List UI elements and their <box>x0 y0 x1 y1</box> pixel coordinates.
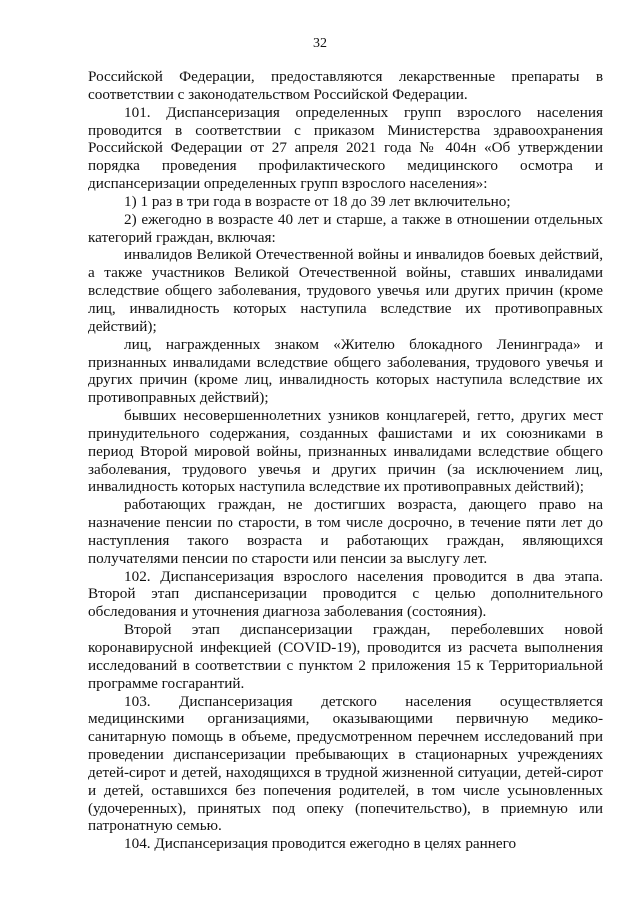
paragraph-102: 102. Диспансеризация взрослого населения проводится в два этапа. Второй этап диспансеризации проводится с целью дополнительного обследования и уточнения диагноза заболевания (состояния). <box>88 567 603 621</box>
paragraph-104: 104. Диспансеризация проводится ежегодно в целях раннего <box>124 835 517 853</box>
list-item-1: 1) 1 раз в три года в возрасте от 18 до 39 лет включительно; <box>124 192 511 210</box>
paragraph-continuation: Российской Федерации, предоставляются лекарственные препараты в соответствии с законодательством Российской Федерации. <box>88 68 603 103</box>
category-war-invalids: инвалидов Великой Отечественной войны и инвалидов боевых действий, а также участников Великой Отечественной войны, ставших инвалидами вследствие общего заболевания, трудового увечья или других причин (кроме лиц, инвалидность которых наступила вследствие их противоправных действий); <box>88 246 603 335</box>
paragraph-101: 101. Диспансеризация определенных групп взрослого населения проводится в соответствии с приказом Министерства здравоохранения Российской Федерации от 27 апреля 2021 года № 404н «Об утверждении порядка проведения профилактического медицинского осмотра и диспансеризации определенных групп взрослого населения»: <box>88 103 603 193</box>
paragraph-covid: Второй этап диспансеризации граждан, переболевших новой коронавирусной инфекцией (COVID-19), проводится из расчета выполнения исследований в соответствии с пунктом 2 приложения 15 к Территориальной программе госгарантий. <box>88 621 603 692</box>
paragraph-103: 103. Диспансеризация детского населения осуществляется медицинскими организациями, оказывающими первичную медико-санитарную помощь в объеме, предусмотренном перечнем исследований при проведении диспансеризации пребывающих в стационарных учреждениях детей-сирот и детей, находящихся в трудной жизненной ситуации, детей-сирот и детей, оставшихся без попечения родителей, в том числе усыновленных (удочеренных), принятых под опеку (попечительство), в приемную или патронатную семью. <box>88 692 603 835</box>
category-leningrad-siege: лиц, награжденных знаком «Жителю блокадного Ленинграда» и признанных инвалидами вследствие общего заболевания, трудового увечья и других причин (кроме лиц, инвалидность которых наступила вследствие их противоправных действий); <box>88 335 603 407</box>
document-body <box>88 68 603 853</box>
list-item-2: 2) ежегодно в возрасте 40 лет и старше, а также в отношении отдельных категорий граждан, включая: <box>88 210 603 246</box>
category-camp-prisoners: бывших несовершеннолетних узников концлагерей, гетто, других мест принудительного содержания, созданных фашистами и их союзниками в период Второй мировой войны, признанных инвалидами вследствие общего заболевания, трудового увечья и других причин (за исключением лиц, инвалидность которых наступила вследствие их противоправных действий); <box>88 407 603 496</box>
category-working-citizens: работающих граждан, не достигших возраста, дающего право на назначение пенсии по старости, в том числе досрочно, в течение пяти лет до наступления такого возраста и работающих граждан, являющихся получателями пенсии по старости или пенсии за выслугу лет. <box>88 496 603 567</box>
page-number: 32 <box>313 36 327 51</box>
